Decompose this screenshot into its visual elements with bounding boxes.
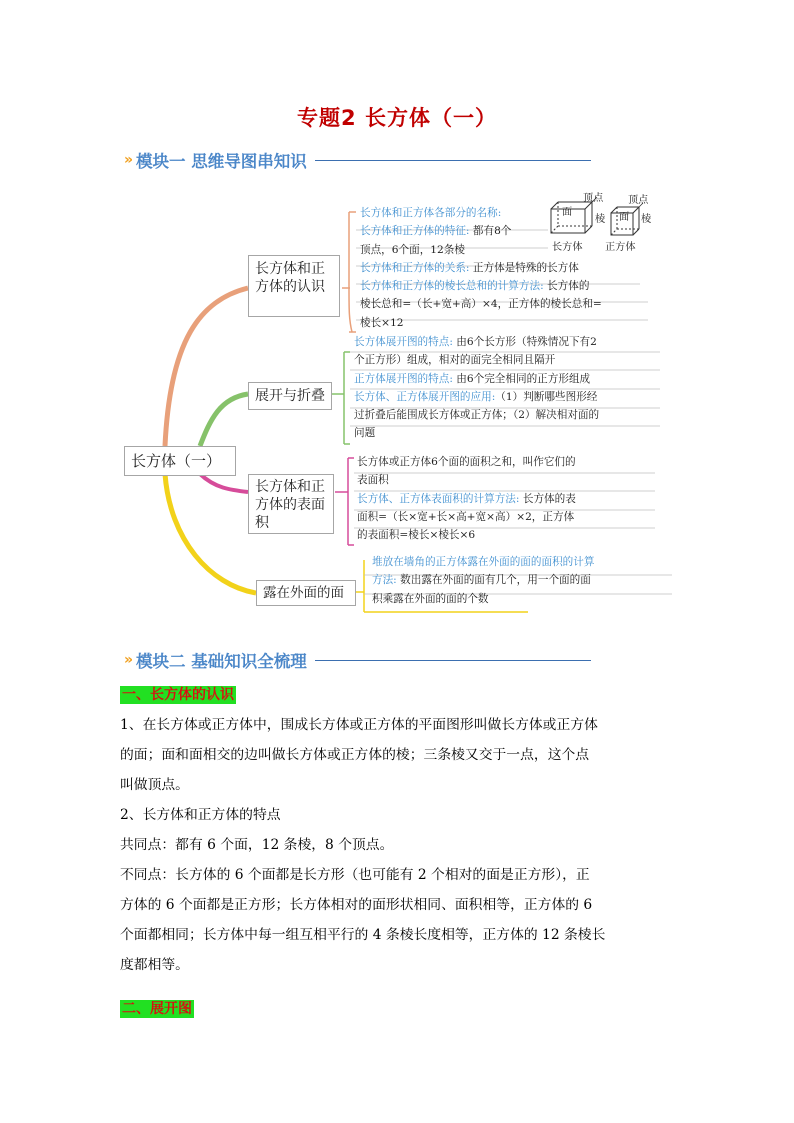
mindmap-branch-surface-area	[248, 474, 334, 534]
branch-label-line: 积	[255, 515, 269, 531]
mindmap-branch-exposed-faces	[256, 580, 356, 606]
module-two-title: 模块二 基础知识全梳理	[136, 652, 307, 671]
cube-face-label: 面	[619, 212, 630, 223]
module-two-rule	[315, 660, 591, 661]
note-line	[357, 526, 576, 544]
note-line	[372, 553, 594, 571]
branch-label-line: 露在外面的面	[263, 585, 344, 601]
note-keyword: 长方体和正方体的特征:	[360, 225, 470, 238]
cube-edge-label: 棱	[641, 214, 652, 225]
note-text: 数出露在外面的面有几个，用一个面的面	[396, 574, 591, 587]
section-two-heading-wrap	[120, 998, 194, 1018]
cuboid-name-label: 长方体	[552, 242, 583, 253]
note-line	[354, 333, 599, 351]
note-line	[357, 453, 576, 471]
cuboid-vertex-label: 顶点	[583, 193, 604, 204]
note-text: 过折叠后能围成长方体或正方体；（2）解决相对面的	[354, 409, 600, 422]
double-chevron-icon: »	[124, 652, 131, 668]
connector-branch-1	[165, 288, 248, 446]
note-line	[360, 204, 602, 222]
body-line: 2、长方体和正方体的特点	[120, 807, 281, 823]
note-text: 问题	[354, 427, 376, 440]
note-text: 棱长×12	[360, 316, 404, 329]
section-one-heading-wrap	[120, 684, 236, 704]
mindmap-branch-recognition	[248, 255, 340, 317]
mindmap-root: 长方体（一）	[124, 446, 236, 476]
cuboid-edge-label: 棱	[595, 214, 606, 225]
note-text: 正方体是特殊的长方体	[469, 261, 579, 274]
section-one-body	[120, 710, 680, 980]
note-keyword: 方法:	[372, 574, 397, 587]
note-keyword: 长方体展开图的特点:	[354, 336, 453, 348]
note-line	[360, 241, 602, 259]
note-line	[357, 508, 576, 526]
page-title: 专题2 长方体（一）	[297, 106, 497, 130]
note-line	[360, 277, 602, 295]
body-line: 方体的 6 个面都是正方形；长方体相对的面形状相同、面积相等，正方体的 6	[120, 897, 593, 913]
note-text: 长方体的	[543, 280, 590, 293]
note-keyword: 长方体和正方体的棱长总和的计算方法:	[360, 280, 544, 293]
note-text: 顶点，6个面，12条棱	[360, 243, 465, 256]
note-line	[354, 351, 599, 369]
body-line: 不同点：长方体的 6 个面都是长方形（也可能有 2 个相对的面是正方形），正	[120, 867, 590, 883]
note-line	[354, 388, 599, 406]
note-text: 个正方形）组成，相对的面完全相同且隔开	[354, 354, 556, 367]
note-line	[372, 571, 594, 589]
body-line: 共同点：都有 6 个面，12 条棱，8 个顶点。	[120, 837, 394, 853]
body-line: 的面；面和面相交的边叫做长方体或正方体的棱；三条棱又交于一点，这个点	[120, 747, 590, 763]
branch-label-line: 长方体和正	[255, 261, 325, 277]
note-line	[357, 471, 576, 489]
note-line	[372, 590, 594, 608]
notes-recognition	[360, 204, 602, 332]
cube-name-label: 正方体	[605, 242, 636, 253]
branch-label-line: 方体的认识	[255, 279, 325, 295]
note-keyword: 长方体、正方体表面积的计算方法:	[357, 492, 520, 505]
note-text: 表面积	[357, 474, 389, 487]
note-text: 长方体的表	[519, 492, 576, 505]
notes-unfold	[354, 333, 599, 443]
note-text: 的表面积=棱长×棱长×6	[357, 529, 476, 542]
note-line	[357, 490, 576, 508]
cuboid-face-label: 面	[562, 207, 573, 218]
note-text: 由6个完全相同的正方形组成	[452, 372, 591, 385]
note-keyword: 长方体和正方体的关系:	[360, 261, 470, 274]
notes-surface-area	[357, 453, 576, 544]
connector-branch-2	[200, 394, 248, 446]
note-keyword: 长方体和正方体各部分的名称:	[360, 207, 502, 219]
note-line	[354, 406, 599, 424]
note-keyword: 长方体、正方体展开图的应用:	[354, 390, 496, 403]
note-line	[360, 314, 602, 332]
body-line: 度都相等。	[120, 957, 189, 973]
body-line: 个面都相同；长方体中每一组互相平行的 4 条棱长度相等，正方体的 12 条棱长	[120, 927, 606, 943]
connector-branch-3	[200, 474, 248, 492]
cube-vertex-label: 顶点	[628, 195, 649, 206]
body-line: 叫做顶点。	[120, 777, 189, 793]
section-one-heading: 一、长方体的认识	[122, 687, 234, 703]
note-text: 积乘露在外面的面的个数	[372, 592, 489, 605]
module-two-header	[124, 648, 591, 672]
note-text: 面积=（长×宽+长×高+宽×高）×2，正方体	[357, 510, 575, 523]
note-keyword: 堆放在墙角的正方体露在外面的面的面积的计算	[372, 556, 595, 568]
note-line	[360, 295, 602, 313]
note-keyword: 正方体展开图的特点:	[354, 372, 453, 385]
note-line	[354, 424, 599, 442]
note-text: （1）判断哪些图形经	[495, 390, 598, 403]
note-line	[360, 222, 602, 240]
mindmap-branch-unfold	[248, 382, 332, 410]
branch-label-line: 长方体和正	[255, 479, 325, 495]
note-line	[354, 370, 599, 388]
note-text: 长方体或正方体6个面的面积之和，叫作它们的	[357, 456, 576, 468]
section-two-heading: 二、展开图	[122, 1001, 192, 1017]
body-line: 1、在长方体或正方体中，围成长方体或正方体的平面图形叫做长方体或正方体	[120, 717, 598, 733]
branch-label-line: 方体的表面	[255, 497, 325, 513]
double-chevron-icon: »	[124, 152, 131, 168]
branch-label-line: 展开与折叠	[255, 388, 325, 404]
note-text: 由6个长方形（特殊情况下有2	[452, 336, 597, 348]
note-text: 棱长总和=（长+宽+高）×4，正方体的棱长总和=	[360, 298, 602, 311]
note-text: 都有8个	[469, 225, 512, 238]
note-line	[360, 259, 602, 277]
module-one-title: 模块一 思维导图串知识	[136, 152, 307, 171]
notes-exposed-faces	[372, 553, 594, 608]
